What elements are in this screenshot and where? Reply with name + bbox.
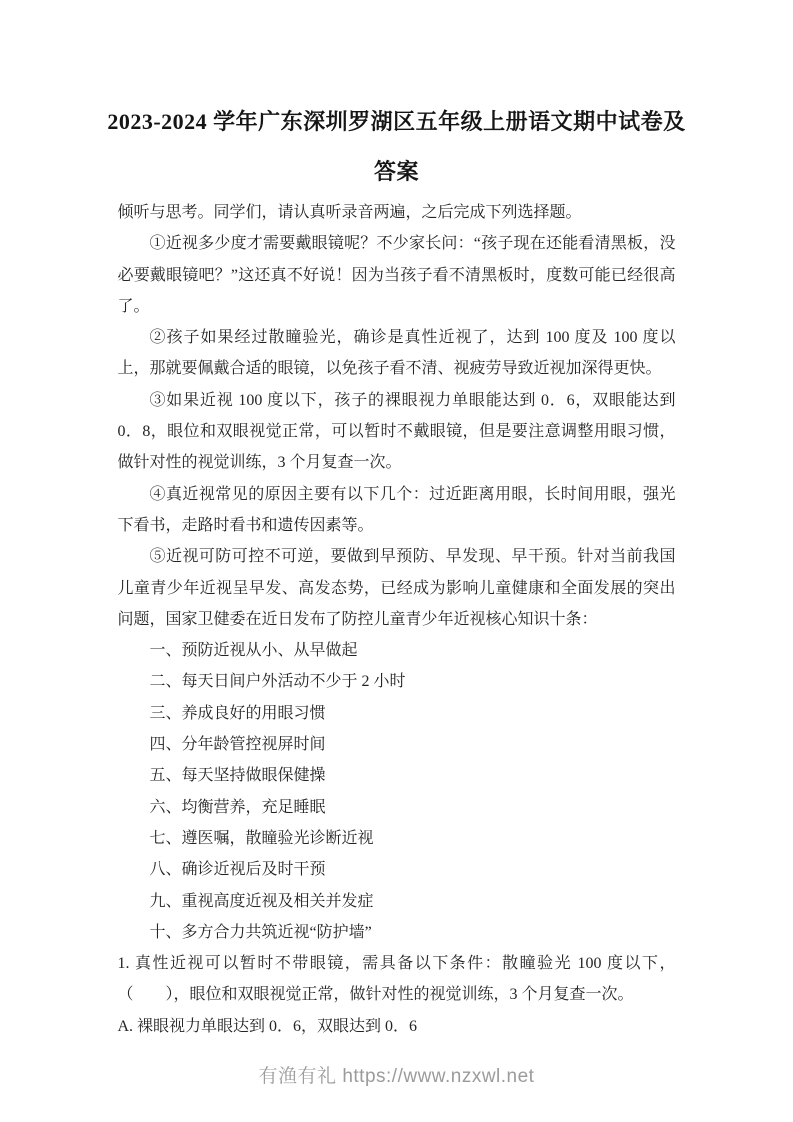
page-title-line-2: 答案: [373, 159, 419, 184]
list-item-3: 三、养成良好的用眼习惯: [149, 704, 326, 722]
paragraph-5: ⑤近视可防可控不可逆，要做到早预防、早发现、早干预。针对当前我国儿童青少年近视呈早发、高发态势，已经成为影响儿童健康和全面发展的突出问题，国家卫健委在近日发布了防控儿童青少年近视核心知识十条：: [117, 548, 676, 628]
list-item-5: 五、每天坚持做眼保健操: [149, 767, 326, 785]
list-item-8: 八、确诊近视后及时干预: [149, 861, 326, 879]
option-a: A. 裸眼视力单眼达到 0．6，双眼达到 0．6: [117, 1017, 418, 1035]
list-item-9: 九、重视高度近视及相关并发症: [149, 892, 374, 910]
list-item-2: 二、每天日间户外活动不少于 2 小时: [149, 673, 406, 691]
footer-watermark: 有渔有礼 https://www.nzxwl.net: [258, 1066, 535, 1087]
page-title: [100, 97, 693, 197]
list-item-10: 十、多方合力共筑近视“防护墙”: [149, 923, 372, 941]
document-body: [118, 197, 676, 1042]
intro-line: 倾听与思考。同学们，请认真听录音两遍，之后完成下列选择题。: [117, 204, 582, 221]
paragraph-3: ③如果近视 100 度以下，孩子的裸眼视力单眼能达到 0．6，双眼能达到 0．8，眼位和双眼视觉正常，可以暂时不戴眼镜，但是要注意调整用眼习惯，做针对性的视觉训练，3 个月复查一次。: [117, 391, 676, 472]
paragraph-2: ②孩子如果经过散瞳验光，确诊是真性近视了，达到 100 度及 100 度以上，那就要佩戴合适的眼镜，以免孩子看不清、视疲劳导致近视加深得更快。: [117, 329, 676, 378]
list-item-6: 六、均衡营养，充足睡眠: [149, 798, 326, 816]
page-title-line-1: 2023-2024 学年广东深圳罗湖区五年级上册语文期中试卷及: [107, 109, 686, 134]
paragraph-4: ④真近视常见的原因主要有以下几个：过近距离用眼，长时间用眼，强光下看书，走路时看书和遗传因素等。: [117, 485, 676, 534]
question-1: 1. 真性近视可以暂时不带眼镜，需具备以下条件：散瞳验光 100 度以下，（ ），眼位和双眼视觉正常，做针对性的视觉训练，3 个月复查一次。: [117, 955, 676, 1004]
paragraph-1: ①近视多少度才需要戴眼镜呢？不少家长问：“孩子现在还能看清黑板，没必要戴眼镜吧？”这还真不好说！因为当孩子看不清黑板时，度数可能已经很高了。: [117, 235, 676, 315]
list-item-4: 四、分年龄管控视屏时间: [149, 736, 326, 754]
list-item-7: 七、遵医嘱，散瞳验光诊断近视: [149, 829, 374, 847]
list-item-1: 一、预防近视从小、从早做起: [149, 642, 358, 660]
